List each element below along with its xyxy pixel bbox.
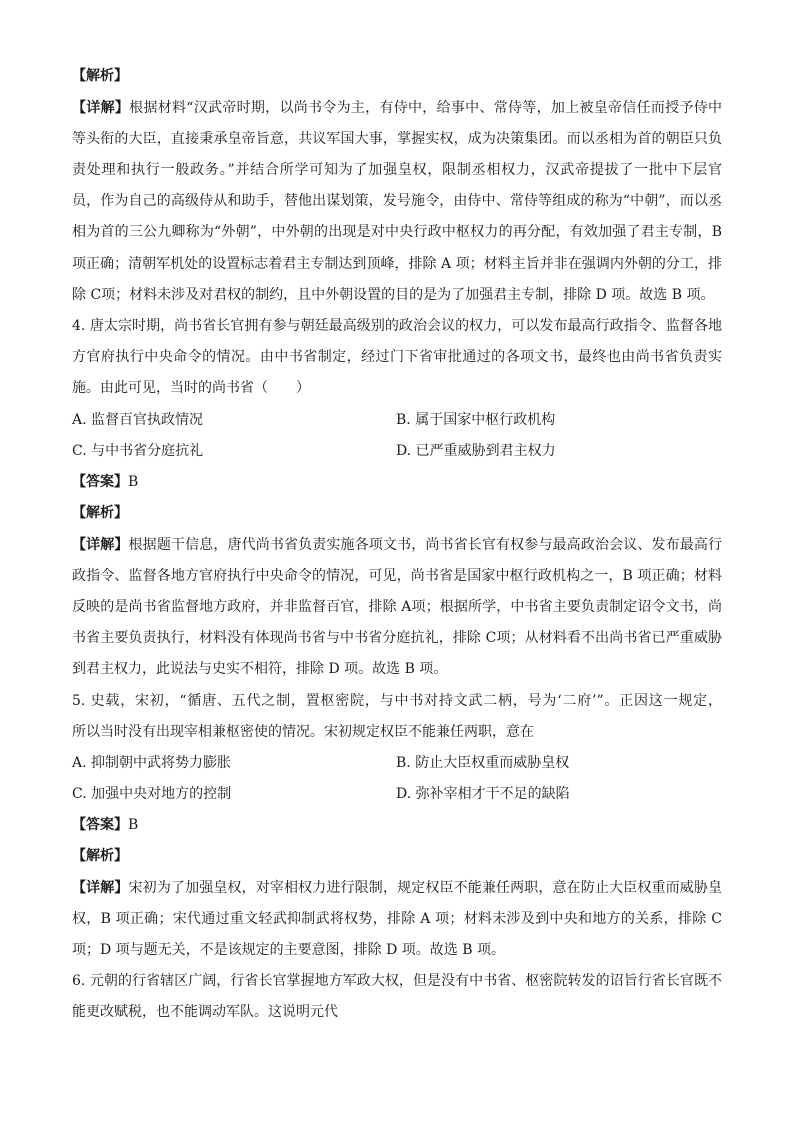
detail-tag: 【详解】 (72, 880, 129, 896)
analysis-tag: 【解析】 (72, 68, 128, 84)
q4-analysis-label (72, 503, 722, 523)
q4-option-d: D. 已严重威胁到君主权力 (396, 443, 556, 459)
q4-option-b: B. 属于国家中枢行政机构 (396, 412, 556, 428)
q5-stem-line-2: 所以当时没有出现宰相兼枢密使的情况。宋初规定权臣不能兼任两职，意在 (72, 724, 534, 740)
detail-tag: 【详解】 (72, 100, 130, 116)
q6-stem-line-1: 6. 元朝的行省辖区广阔，行省长官掌握地方军政大权，但是没有中书省、枢密院转发的诏旨行省长官既不 (72, 973, 722, 989)
q4-detail-line-5: 到君主权力，此说法与史实不相符，排除 D 项。故选 B 项。 (72, 661, 448, 677)
q3-detail-line-1: 【详解】根据材料“汉武帝时期，以尚书令为主，有侍中，给事中、常侍等，加上被皇帝信任而授予侍中 (72, 100, 723, 116)
q3-detail-line-3: 责处理和执行一般政务。”并结合所学可知为了加强皇权，限制丞相权力，汉武帝提拔了一批中下层官 (72, 162, 722, 178)
answer-tag: 【答案】 (72, 817, 128, 833)
q5-answer-value: B (128, 817, 139, 833)
q4-detail-line-3: 反映的是尚书省监督地方政府，并非监督百官，排除 A项；根据所学，中书省主要负责制定诏令文书，尚 (72, 599, 722, 615)
q3-detail-line-4: 员，作为自己的高级侍从和助手，替他出谋划策，发号施令，由侍中、常侍等组成的称为“中朝”，而以丞 (72, 193, 722, 209)
q4-stem-line-2: 方官府执行中央命令的情况。由中书省制定，经过门下省审批通过的各项文书，最终也由尚书省负责实 (72, 349, 722, 365)
q5-analysis-label (72, 846, 722, 866)
q4-answer-value: B (128, 474, 139, 490)
analysis-tag: 【解析】 (72, 848, 128, 864)
q5-option-a: A. 抑制朝中武将势力膨胀 (72, 755, 232, 771)
q4-option-a: A. 监督百官执政情况 (72, 412, 204, 428)
q4-stem-line-3: 施。由此可见，当时的尚书省（ ） (72, 380, 310, 396)
q5-option-d: D. 弥补宰相才干不足的缺陷 (396, 786, 570, 802)
q3-analysis-label (72, 66, 722, 86)
q3-detail-line-2: 等头衔的大臣，直接秉承皇帝旨意，共议军国大事，掌握实权，成为决策集团。而以丞相为首的朝臣只负 (72, 131, 722, 147)
q4-detail-line-2: 政指令、监督各地方官府执行中央命令的情况，可见，尚书省是国家中枢行政机构之一，B 项正确；材料 (72, 568, 722, 584)
q4-detail-line-4: 书省主要负责执行，材料没有体现尚书省与中书省分庭抗礼，排除 C项；从材料看不出尚书省已严重威胁 (72, 630, 722, 646)
q5-detail-line-3: 项；D 项与题无关，不是该规定的主要意图，排除 D 项。故选 B 项。 (72, 942, 505, 958)
q5-detail-line-2: 权，B 项正确；宋代通过重文轻武抑制武将权势，排除 A 项；材料未涉及到中央和地方的关系，排除 C (72, 911, 722, 927)
detail-tag: 【详解】 (72, 537, 129, 553)
analysis-tag: 【解析】 (72, 505, 128, 521)
q6-stem-line-2: 能更改赋税，也不能调动军队。这说明元代 (72, 1004, 338, 1020)
q5-answer (72, 815, 722, 835)
q4-stem-line-1: 4. 唐太宗时期，尚书省长官拥有参与朝廷最高级别的政治会议的权力，可以发布最高行政指令、监督各地 (72, 318, 722, 334)
q4-option-c: C. 与中书省分庭抗礼 (72, 443, 204, 459)
q5-stem-line-1: 5. 史载，宋初，“循唐、五代之制，置枢密院，与中书对持文武二柄，号为‘二府’”。正因这一规定， (72, 693, 722, 709)
q5-option-b: B. 防止大臣权重而威胁皇权 (396, 755, 570, 771)
q4-detail-line-1: 【详解】根据题干信息，唐代尚书省负责实施各项文书，尚书省长官有权参与最高政治会议、发布最高行 (72, 537, 723, 553)
q5-option-c: C. 加强中央对地方的控制 (72, 786, 232, 802)
q5-detail-line-1: 【详解】宋初为了加强皇权，对宰相权力进行限制，规定权臣不能兼任两职，意在防止大臣权重而威胁皇 (72, 880, 723, 896)
answer-tag: 【答案】 (72, 474, 128, 490)
q3-detail-line-7: 除 C项；材料未涉及对君权的制约，且中外朝设置的目的是为了加强君主专制，排除 D 项。故选 B 项。 (72, 287, 715, 303)
q4-answer (72, 472, 722, 492)
q3-detail-line-5: 相为首的三公九卿称为“外朝”，中外朝的出现是对中央行政中枢权力的再分配，有效加强了君主专制，B (72, 224, 722, 240)
q3-detail-line-6: 项正确；清朝军机处的设置标志着君主专制达到顶峰，排除 A 项；材料主旨并非在强调内外朝的分工，排 (72, 256, 722, 272)
